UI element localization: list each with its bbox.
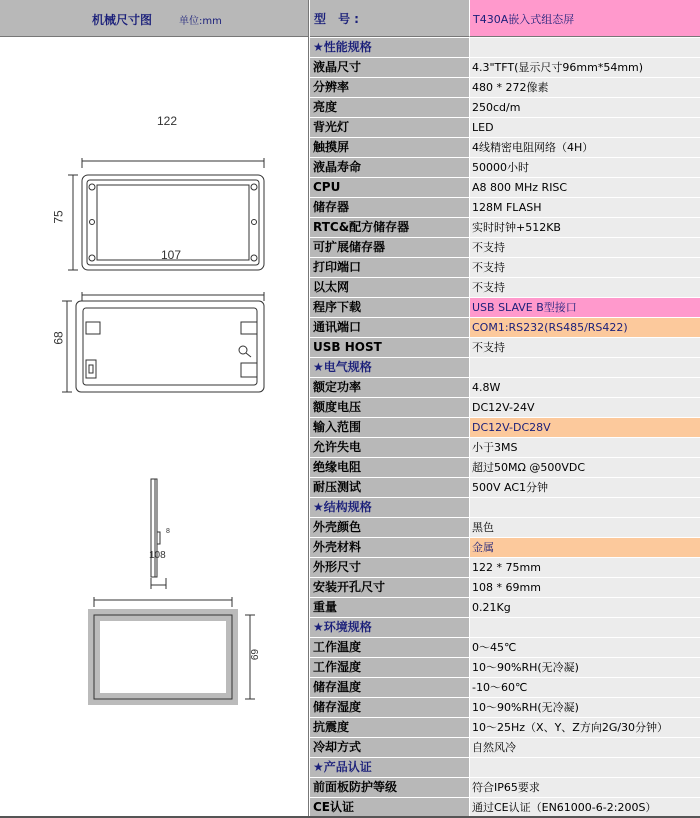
spec-label: USB HOST [310, 338, 469, 358]
section-title: ★结构规格 [310, 498, 469, 518]
section-header-row [310, 358, 700, 378]
spec-label: 工作温度 [310, 638, 469, 658]
spec-value: 4线精密电阻网络（4H） [469, 138, 700, 158]
spec-row [310, 418, 700, 438]
spec-value: 不支持 [469, 278, 700, 298]
spec-value: 480 * 272像素 [469, 78, 700, 98]
dimension-title: 机械尺寸图 [92, 13, 153, 27]
spec-value: 10～90%RH(无冷凝) [469, 658, 700, 678]
dimension-header [0, 0, 309, 37]
spec-value: 0.21Kg [469, 598, 700, 618]
spec-row [310, 378, 700, 398]
spec-label: CPU [310, 178, 469, 198]
spec-value: 自然风冷 [469, 738, 700, 758]
spec-value: 实时时钟+512KB [469, 218, 700, 238]
spec-value: COM1:RS232(RS485/RS422) [469, 318, 700, 338]
spec-value: 4.8W [469, 378, 700, 398]
spec-label: 工作湿度 [310, 658, 469, 678]
dimension-drawing-panel [0, 37, 309, 818]
spec-value: USB SLAVE B型接口 [469, 298, 700, 318]
spec-value: 108 * 69mm [469, 578, 700, 598]
spec-row [310, 798, 700, 818]
spec-row [310, 478, 700, 498]
spec-row [310, 278, 700, 298]
section-title: ★电气规格 [310, 358, 469, 378]
spec-label: 可扩展储存器 [310, 238, 469, 258]
unit-label: 单位:mm [179, 16, 222, 27]
spec-row [310, 638, 700, 658]
model-value-cell [469, 0, 700, 37]
spec-row [310, 698, 700, 718]
spec-row [310, 438, 700, 458]
spec-row [310, 258, 700, 278]
spec-value: 500V AC1分钟 [469, 478, 700, 498]
spec-row [310, 778, 700, 798]
spec-value: 通过CE认证（EN61000-6-2:200S） [469, 798, 700, 818]
spec-row [310, 318, 700, 338]
spec-row [310, 118, 700, 138]
dim-cutout-width: 108 [149, 550, 166, 561]
spec-value: 金属 [469, 538, 700, 558]
dim-back-height: 68 [51, 331, 66, 345]
spec-row [310, 538, 700, 558]
section-header-row [310, 618, 700, 638]
dim-cutout-height: 69 [248, 648, 260, 661]
spec-label: 允许失电 [310, 438, 469, 458]
spec-label: 分辨率 [310, 78, 469, 98]
section-title: ★环境规格 [310, 618, 469, 638]
section-blank [469, 358, 700, 378]
spec-label: 液晶寿命 [310, 158, 469, 178]
spec-row [310, 658, 700, 678]
spec-value: DC12V-DC28V [469, 418, 700, 438]
spec-label: 储存器 [310, 198, 469, 218]
spec-row [310, 158, 700, 178]
spec-value: 不支持 [469, 238, 700, 258]
spec-label: 液晶尺寸 [310, 58, 469, 78]
spec-value: 10～90%RH(无冷凝) [469, 698, 700, 718]
spec-value: 黑色 [469, 518, 700, 538]
spec-row [310, 738, 700, 758]
section-header-row [310, 758, 700, 778]
spec-label: 安装开孔尺寸 [310, 578, 469, 598]
spec-row [310, 718, 700, 738]
spec-value: -10～60℃ [469, 678, 700, 698]
spec-label: 耐压测试 [310, 478, 469, 498]
section-title: ★产品认证 [310, 758, 469, 778]
model-label: 型 号: [314, 12, 363, 26]
spec-label: 背光灯 [310, 118, 469, 138]
section-blank [469, 38, 700, 58]
section-blank [469, 498, 700, 518]
dim-side-depth: 8 [166, 528, 170, 535]
spec-label: 以太网 [310, 278, 469, 298]
spec-value: 小于3MS [469, 438, 700, 458]
section-header-row [310, 38, 700, 58]
spec-row [310, 598, 700, 618]
spec-label: 储存湿度 [310, 698, 469, 718]
spec-label: 输入范围 [310, 418, 469, 438]
spec-row [310, 198, 700, 218]
spec-value: 0～45℃ [469, 638, 700, 658]
cutout-view-drawing [94, 597, 255, 699]
spec-row [310, 558, 700, 578]
section-header-row [310, 498, 700, 518]
spec-label: 触摸屏 [310, 138, 469, 158]
spec-value: 10～25Hz（X、Y、Z方向2G/30分钟） [469, 718, 700, 738]
spec-row [310, 178, 700, 198]
side-view-drawing [151, 479, 166, 589]
back-view-drawing [62, 292, 264, 392]
spec-label: 额度电压 [310, 398, 469, 418]
spec-label: 冷却方式 [310, 738, 469, 758]
section-blank [469, 758, 700, 778]
dim-front-height: 75 [51, 210, 66, 224]
spec-value: A8 800 MHz RISC [469, 178, 700, 198]
spec-label: 外壳材料 [310, 538, 469, 558]
spec-row [310, 458, 700, 478]
spec-value: 超过50MΩ @500VDC [469, 458, 700, 478]
spec-value: 50000小时 [469, 158, 700, 178]
spec-row [310, 98, 700, 118]
dimension-drawings [0, 37, 309, 818]
spec-row [310, 578, 700, 598]
section-title: ★性能规格 [310, 38, 469, 58]
spec-row [310, 678, 700, 698]
spec-value: 122 * 75mm [469, 558, 700, 578]
spec-row [310, 518, 700, 538]
spec-value: LED [469, 118, 700, 138]
dim-back-width: 107 [161, 248, 182, 262]
spec-row [310, 218, 700, 238]
spec-value: 不支持 [469, 338, 700, 358]
spec-label: 储存温度 [310, 678, 469, 698]
spec-label: 外形尺寸 [310, 558, 469, 578]
section-blank [469, 618, 700, 638]
spec-label: 通讯端口 [310, 318, 469, 338]
model-label-cell [310, 0, 469, 37]
spec-label: 额定功率 [310, 378, 469, 398]
spec-value: 4.3"TFT(显示尺寸96mm*54mm) [469, 58, 700, 78]
spec-value: 符合IP65要求 [469, 778, 700, 798]
spec-value: 250cd/m [469, 98, 700, 118]
spec-label: RTC&配方储存器 [310, 218, 469, 238]
spec-row [310, 58, 700, 78]
spec-row [310, 138, 700, 158]
spec-label: 前面板防护等级 [310, 778, 469, 798]
spec-label: 抗震度 [310, 718, 469, 738]
spec-row [310, 398, 700, 418]
spec-label: 打印端口 [310, 258, 469, 278]
spec-label: 外壳颜色 [310, 518, 469, 538]
spec-value: 不支持 [469, 258, 700, 278]
spec-label: CE认证 [310, 798, 469, 818]
spec-label: 亮度 [310, 98, 469, 118]
spec-row [310, 238, 700, 258]
model-value: T430A嵌入式组态屏 [473, 13, 575, 26]
spec-row [310, 78, 700, 98]
spec-row [310, 338, 700, 358]
spec-value: 128M FLASH [469, 198, 700, 218]
spec-label: 程序下载 [310, 298, 469, 318]
spec-value: DC12V-24V [469, 398, 700, 418]
spec-label: 重量 [310, 598, 469, 618]
dim-front-width: 122 [157, 114, 178, 128]
spec-label: 绝缘电阻 [310, 458, 469, 478]
spec-table [310, 38, 700, 818]
spec-row [310, 298, 700, 318]
